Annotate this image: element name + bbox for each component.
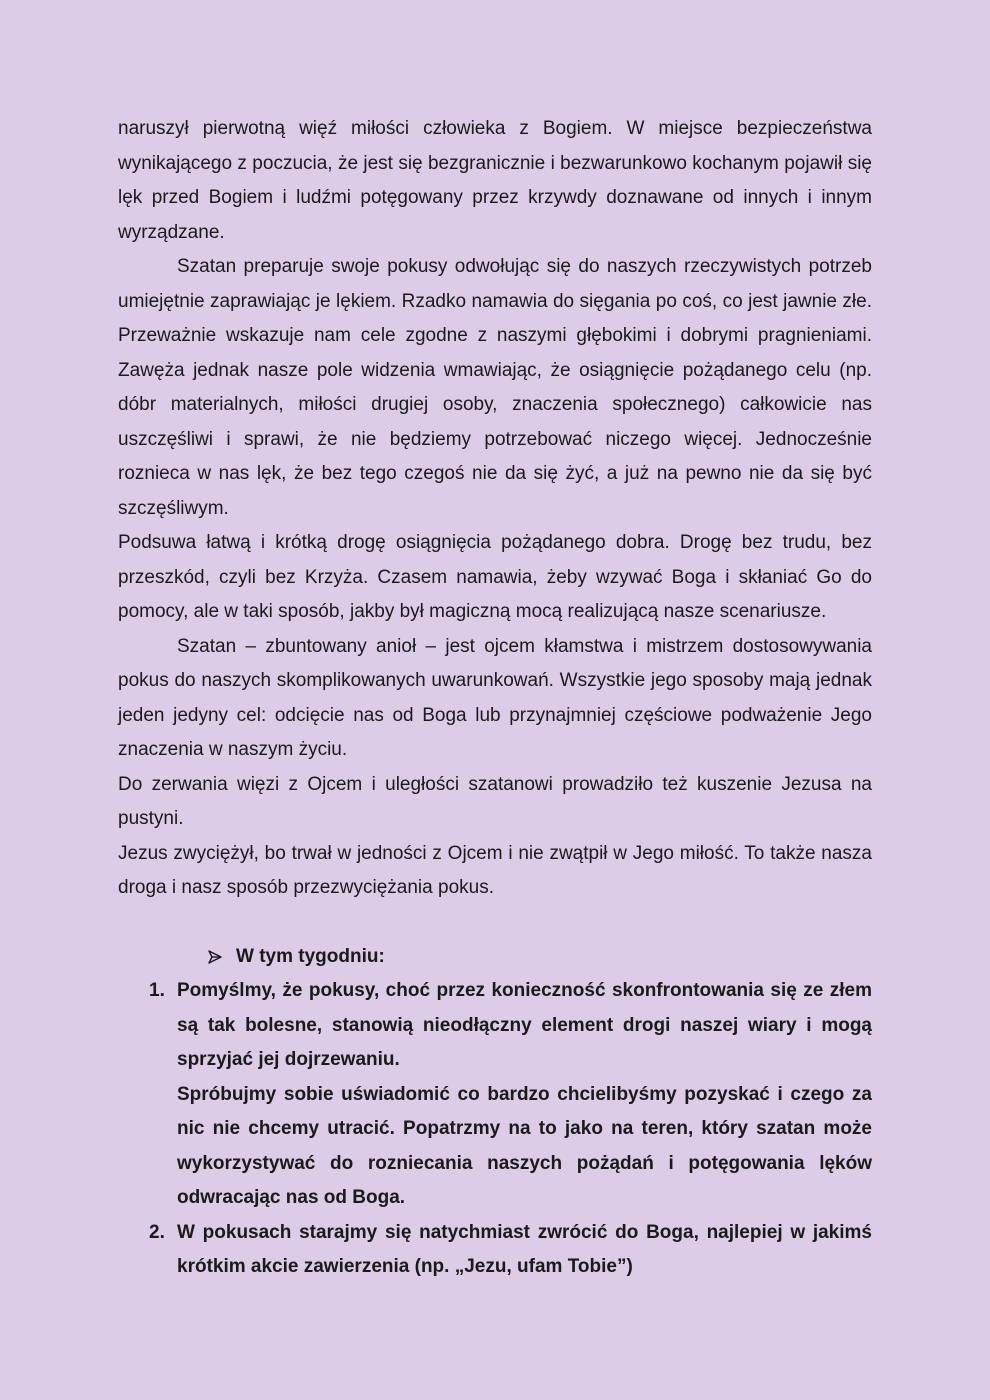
task-paragraph: Pomyślmy, że pokusy, choć przez konieczność skonfrontowania się ze złem są tak bolesne, stanowią nieodłączny element drogi naszej wiary i mogą sprzyjać jej dojrzewaniu. (177, 980, 872, 1070)
body-paragraph-3: Podsuwa łatwą i krótką drogę osiągnięcia pożądanego dobra. Drogę bez trudu, bez przeszkód, czyli bez Krzyża. Czasem namawia, żeby wzywać Boga i skłaniać Go do pomocy, ale w taki sposób, jakby był magiczną mocą realizującą nasze scenariusze. (118, 532, 872, 622)
task-item-2 (118, 1216, 872, 1285)
task-list (118, 974, 872, 1285)
body-paragraph-6: Jezus zwyciężył, bo trwał w jedności z Ojcem i nie zwątpił w Jego miłość. To także nasza droga i nasz sposób przezwyciężania pokus. (118, 842, 872, 898)
task-number: 2. (149, 1221, 165, 1243)
body-paragraph-1: naruszył pierwotną więź miłości człowieka z Bogiem. W miejsce bezpieczeństwa wynikającego z poczucia, że jest się bezgranicznie i bezwarunkowo kochanym pojawił się lęk przed Bogiem i ludźmi potęgowany przez krzywdy doznawane od innych i innym wyrządzane. (118, 118, 872, 243)
body-paragraph-2: Szatan preparuje swoje pokusy odwołując się do naszych rzeczywistych potrzeb umiejętnie zaprawiając je lękiem. Rzadko namawia do sięgania po coś, co jest jawnie złe. Przeważnie wskazuje nam cele zgodne z naszymi głębokimi i dobrymi pragnieniami. Zawęża jednak nasze pole widzenia wmawiając, że osiągnięcie pożądanego celu (np. dóbr materialnych, miłości drugiej osoby, znaczenia społecznego) całkowicie nas uszczęśliwi i sprawi, że nie będziemy potrzebować niczego więcej. Jednocześnie roznieca w nas lęk, że bez tego czegoś nie da się żyć, a już na pewno nie da się być szczęśliwym. (118, 256, 872, 519)
task-number: 1. (149, 980, 165, 1001)
task-paragraph: Spróbujmy sobie uświadomić co bardzo chcielibyśmy pozyskać i czego za nic nie chcemy utracić. Popatrzmy na to jako na teren, który szatan może wykorzystywać do rozniecania naszych pożądań i potęgowania lęków odwracając nas od Boga. (177, 1083, 872, 1208)
task-paragraph: W pokusach starajmy się natychmiast zwrócić do Boga, najlepiej w jakimś krótkim akcie zawierzenia (np. „Jezu, ufam Tobie”) (177, 1221, 872, 1277)
weekly-tasks-heading (208, 940, 872, 975)
weekly-tasks-section (118, 940, 872, 1285)
arrow-bullet-icon (208, 950, 222, 964)
body-paragraph-5: Do zerwania więzi z Ojcem i uległości szatanowi prowadziło też kuszenie Jezusa na pustyni. (118, 773, 872, 829)
body-text (118, 112, 872, 906)
body-paragraph-4: Szatan – zbuntowany anioł – jest ojcem kłamstwa i mistrzem dostosowywania pokus do naszych skomplikowanych uwarunkowań. Wszystkie jego sposoby mają jednak jeden jedyny cel: odcięcie nas od Boga lub przynajmniej częściowe podważenie Jego znaczenia w naszym życiu. (118, 635, 872, 760)
weekly-tasks-heading-text: W tym tygodniu: (236, 945, 385, 967)
task-item-1 (118, 974, 872, 1216)
